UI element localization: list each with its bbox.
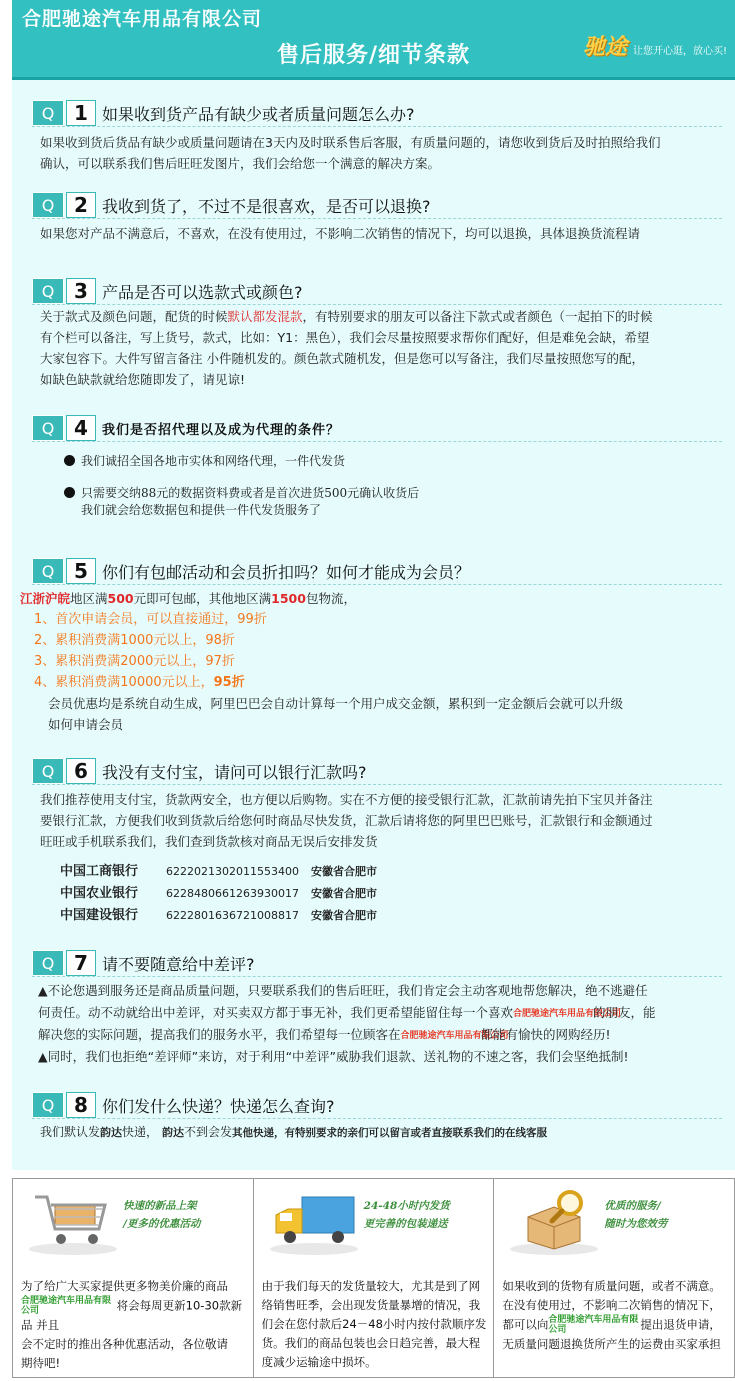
question-text: 我们是否招代理以及成为代理的条件？ bbox=[102, 422, 341, 438]
q-label: Q bbox=[32, 415, 64, 441]
company-stamp: 合肥驰途汽车用品有限公司 bbox=[548, 1315, 639, 1335]
bank-location: 安徽省合肥市 bbox=[311, 909, 377, 922]
divider bbox=[32, 126, 722, 127]
bank-location: 安徽省合肥市 bbox=[311, 865, 377, 878]
answer-line: 大家包容下。大件写留言备注 小件随机发的。颜色款式随机发，但是您可以写备注，我们尽量按照您写的配， bbox=[40, 351, 644, 366]
answer-text: 快递， bbox=[122, 1125, 159, 1139]
answer-2 bbox=[40, 223, 730, 244]
company-stamp: 合肥驰途汽车用品有限公司 bbox=[513, 1008, 622, 1019]
courier-name: 韵达 bbox=[162, 1126, 185, 1139]
feature-slogan bbox=[604, 1197, 667, 1233]
brand-logo: 驰途 bbox=[582, 35, 627, 60]
answer-8 bbox=[40, 1122, 730, 1144]
slogan-line: 快速的新品上架 bbox=[123, 1200, 197, 1212]
question-8-header bbox=[32, 1092, 335, 1118]
bank-name: 中国农业银行 bbox=[60, 886, 139, 901]
question-number: 7 bbox=[66, 950, 96, 976]
question-number: 5 bbox=[66, 558, 96, 584]
shipping-threshold: 1500 bbox=[271, 591, 306, 606]
feature-fast-shipping bbox=[254, 1179, 495, 1377]
bank-location: 安徽省合肥市 bbox=[311, 887, 377, 900]
answer-line bbox=[40, 306, 730, 327]
answer-line: 我们推荐使用支付宝，货款两安全，也方便以后购物。实在不方便的接受银行汇款，汇款前请先拍下宝贝并备注 bbox=[40, 792, 653, 807]
question-number: 3 bbox=[66, 278, 96, 304]
member-tier: 2、累积消费满1000元以上，98折 bbox=[34, 633, 235, 648]
bank-row bbox=[60, 905, 377, 926]
q-label: Q bbox=[32, 1092, 64, 1118]
q-label: Q bbox=[32, 950, 64, 976]
shopping-cart-icon bbox=[25, 1187, 121, 1257]
answer-text: 关于款式及颜色问题，配货的时候 bbox=[40, 309, 228, 324]
question-3-header bbox=[32, 278, 303, 304]
highlight-text: 默认都发混款 bbox=[227, 309, 303, 324]
answer-text: 其他快递，有特别要求的亲们可以留言或者直接联系我们的在线客服 bbox=[232, 1127, 548, 1139]
bank-account: 6228480661263930017 bbox=[166, 887, 299, 900]
member-tier bbox=[20, 672, 710, 693]
bank-row bbox=[60, 883, 377, 904]
courier-name: 韵达 bbox=[100, 1126, 123, 1139]
answer-line: 确认，可以联系我们售后旺旺发图片，我们会给您一个满意的解决方案。 bbox=[40, 156, 441, 171]
answer-line: 如果收到货后货品有缺少或质量问题请在3天内及时联系售后客服，有质量问题的，请您收到货后及时拍照给我们 bbox=[40, 135, 661, 150]
company-stamp: 合肥驰途汽车用品有限公司 bbox=[400, 1030, 509, 1041]
bullet-icon bbox=[64, 487, 75, 498]
page-header bbox=[12, 0, 735, 80]
page-title: 售后服务/细节条款 bbox=[276, 43, 471, 68]
brand bbox=[583, 30, 727, 61]
brand-slogan: 让您开心逛，放心买! bbox=[632, 46, 727, 57]
slogan-line: 随时为您效劳 bbox=[604, 1218, 668, 1230]
answer-line: 要银行汇款，方便我们收到货款后给您何时商品尽快发货，汇款后请将您的阿里巴巴账号，汇款银行和金额通过 bbox=[40, 813, 653, 828]
q-label: Q bbox=[32, 558, 64, 584]
question-7-header bbox=[32, 950, 255, 976]
answer-line: 如缺色缺款就给您随即发了，请见谅! bbox=[40, 372, 246, 387]
question-number: 4 bbox=[66, 415, 96, 441]
divider bbox=[32, 441, 722, 442]
answer-text: 地区满 bbox=[70, 591, 108, 606]
feature-description: 由于我们每天的发货量较大，尤其是到了网络销售旺季，会出现发货量暴增的情况，我们会在您付款后24－48小时内按付款顺序发货。我们的商品包装也会日趋完善，最大程度减少运输途中损坏。 bbox=[261, 1279, 487, 1369]
desc-text: 会不定时的推出各种优惠活动，各位敬请 bbox=[21, 1337, 228, 1351]
q-label: Q bbox=[32, 100, 64, 126]
feature-description bbox=[21, 1277, 246, 1373]
bullet-text: 只需要交纳88元的数据资料费或者是首次进货500元确认收货后 bbox=[81, 486, 420, 500]
answer-7 bbox=[38, 980, 728, 1068]
answer-5 bbox=[20, 588, 710, 735]
bullet-item bbox=[64, 453, 345, 470]
discount: 95折 bbox=[213, 675, 245, 690]
answer-text: 解决您的实际问题，提高我们的服务水平，我们希望每一位顾客在 bbox=[38, 1027, 401, 1042]
bank-name: 中国工商银行 bbox=[60, 864, 139, 879]
answer-text: ，有特别要求的朋友可以备注下款式或者颜色（一起拍下的时候 bbox=[302, 309, 653, 324]
q-label: Q bbox=[32, 278, 64, 304]
bank-account: 6222021302011553400 bbox=[166, 865, 299, 878]
desc-text: 期待吧! bbox=[21, 1356, 61, 1370]
slogan-line: 24-48小时内发货 bbox=[363, 1200, 450, 1212]
question-text: 我没有支付宝，请问可以银行汇款吗? bbox=[102, 762, 367, 782]
divider bbox=[32, 1118, 722, 1119]
question-text: 你们有包邮活动和会员折扣吗？如何才能成为会员？ bbox=[102, 562, 471, 582]
bullet-text: 我们就会给您数据包和提供一件代发货服务了 bbox=[81, 503, 322, 517]
question-1-header bbox=[32, 100, 415, 126]
answer-line: 旺旺或手机联系我们，我们查到货款核对商品无误后安排发货 bbox=[40, 834, 378, 849]
bank-row bbox=[60, 861, 377, 882]
answer-line: 如何申请会员 bbox=[48, 717, 124, 732]
bullet-item bbox=[64, 485, 419, 519]
answer-line: ▲同时，我们也拒绝“差评师”来访，对于利用“中差评”威胁我们退款、送礼物的不速之客，我们会坚绝抵制! bbox=[38, 1049, 629, 1064]
answer-text: 何责任。动不动就给出中差评，对买卖双方都于事无补，我们更希望能留住每一个喜欢 bbox=[38, 1005, 514, 1020]
question-number: 8 bbox=[66, 1092, 96, 1118]
answer-line: ▲不论您遇到服务还是商品质量问题，只要联系我们的售后旺旺，我们肯定会主动客观地帮您解决，绝不逃避任 bbox=[38, 983, 648, 998]
divider bbox=[32, 976, 722, 977]
shipping-region: 江浙沪皖 bbox=[20, 591, 71, 606]
question-text: 请不要随意给中差评? bbox=[102, 954, 255, 974]
feature-slogan bbox=[123, 1197, 200, 1233]
question-6-header bbox=[32, 758, 367, 784]
slogan-line: 优质的服务/ bbox=[604, 1200, 661, 1212]
answer-3 bbox=[40, 306, 730, 390]
answer-text: 我们默认发 bbox=[40, 1125, 101, 1139]
slogan-line: /更多的优惠活动 bbox=[123, 1218, 201, 1230]
answer-text: 都能有愉快的网购经历! bbox=[480, 1027, 611, 1042]
question-5-header bbox=[32, 558, 470, 584]
question-number: 2 bbox=[66, 192, 96, 218]
company-stamp: 合肥驰途汽车用品有限公司 bbox=[21, 1296, 112, 1316]
member-tier: 1、首次申请会员，可以直接通过，99折 bbox=[34, 612, 267, 627]
bank-account: 6222801636721008817 bbox=[166, 909, 299, 922]
content-panel bbox=[12, 0, 735, 1170]
answer-line bbox=[38, 1024, 728, 1046]
answer-6 bbox=[40, 789, 730, 852]
slogan-line: 更完善的包装递送 bbox=[363, 1218, 448, 1230]
answer-1 bbox=[40, 132, 730, 174]
answer-line bbox=[40, 1122, 730, 1144]
answer-text: 的朋友，能 bbox=[593, 1005, 656, 1020]
question-number: 1 bbox=[66, 100, 96, 126]
question-text: 产品是否可以选款式或颜色? bbox=[102, 282, 303, 302]
q-label: Q bbox=[32, 192, 64, 218]
answer-line: 有个栏可以备注，写上货号，款式，比如：Y1：黑色），我们会尽量按照要求帮你们配好，但是难免会缺，希望 bbox=[40, 330, 650, 345]
feature-quality-service bbox=[494, 1179, 734, 1377]
bullet-icon bbox=[64, 455, 75, 466]
question-text: 我收到货了，不过不是很喜欢，是否可以退换? bbox=[102, 196, 431, 216]
question-2-header bbox=[32, 192, 431, 218]
question-number: 6 bbox=[66, 758, 96, 784]
company-name: 合肥驰途汽车用品有限公司 bbox=[22, 8, 263, 30]
bank-name: 中国建设银行 bbox=[60, 908, 139, 923]
question-text: 如果收到货产品有缺少或者质量问题怎么办? bbox=[102, 104, 415, 124]
answer-line: 会员优惠均是系统自动生成，阿里巴巴会自动计算每一个用户成交金额，累积到一定金额后会就可以升级 bbox=[48, 696, 624, 711]
question-text: 你们发什么快递？快递怎么查询? bbox=[102, 1096, 335, 1116]
q-label: Q bbox=[32, 758, 64, 784]
answer-text: 元即可包邮，其他地区满 bbox=[133, 591, 272, 606]
answer-text: 包物流， bbox=[305, 591, 356, 606]
delivery-truck-icon bbox=[266, 1187, 362, 1257]
answer-line: 如果您对产品不满意后，不喜欢，在没有使用过，不影响二次销售的情况下，均可以退换，具体退换货流程请 bbox=[40, 226, 641, 241]
feature-new-products bbox=[13, 1179, 254, 1377]
answer-line bbox=[38, 1002, 728, 1024]
divider bbox=[32, 304, 722, 305]
footer-features bbox=[12, 1178, 735, 1378]
divider bbox=[32, 784, 722, 785]
question-4-header bbox=[32, 415, 340, 441]
answer-text: 4、累积消费满10000元以上， bbox=[34, 675, 214, 690]
shipping-line bbox=[20, 588, 710, 609]
answer-text: 不到会发 bbox=[184, 1125, 233, 1139]
desc-text: 提出退货申请，无质量问题退换货所产生的运费由买家承担 bbox=[502, 1317, 721, 1351]
divider bbox=[32, 218, 722, 219]
divider bbox=[32, 584, 722, 585]
bullet-text: 我们诚招全国各地市实体和网络代理，一件代发货 bbox=[81, 454, 346, 468]
desc-text: 将会每周更新10-30款新品 并且 bbox=[21, 1298, 243, 1332]
feature-description bbox=[502, 1277, 727, 1354]
feature-slogan bbox=[364, 1197, 450, 1233]
member-tier: 3、累积消费满2000元以上，97折 bbox=[34, 654, 235, 669]
magnifier-box-icon bbox=[506, 1187, 602, 1257]
shipping-threshold: 500 bbox=[107, 591, 134, 606]
desc-text: 为了给广大买家提供更多物美价廉的商品 bbox=[21, 1279, 228, 1293]
desc-text: 如果收到的货物有质量问题，或者不满意。在没有使用过，不影响二次销售的情况下，都可以向 bbox=[502, 1279, 721, 1332]
